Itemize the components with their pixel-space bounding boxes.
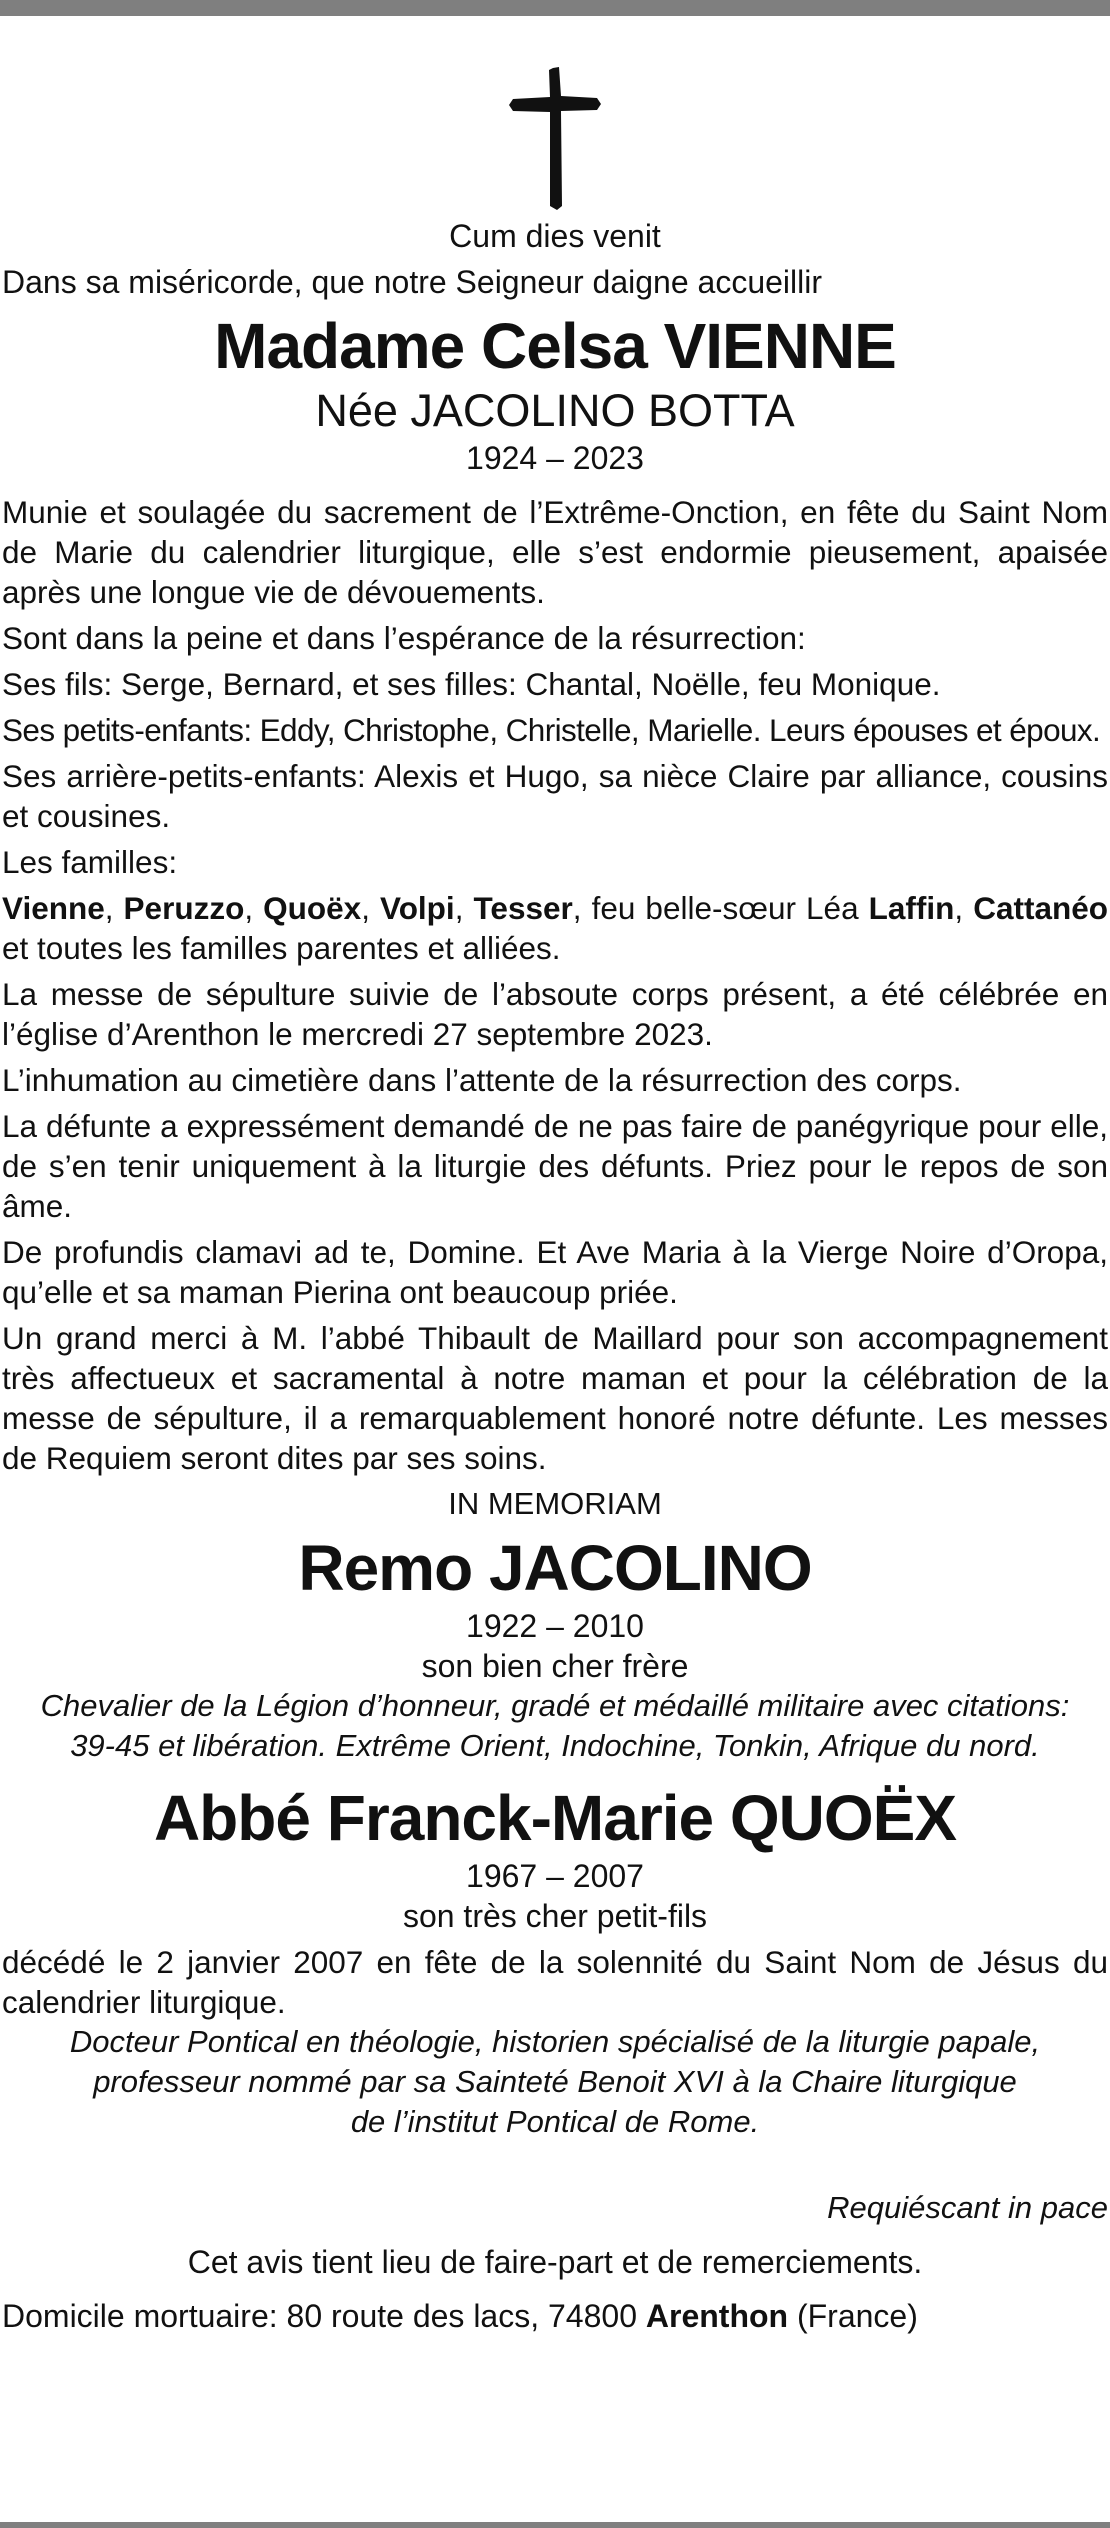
paragraph-burial: L’inhumation au cimetière dans l’attente de la résurrection des corps. bbox=[2, 1062, 962, 1098]
memoriam-note-2a: Docteur Pontical en théologie, historien spécialisé de la liturgie papale, bbox=[69, 2024, 1041, 2059]
family-name: Tesser bbox=[473, 890, 573, 926]
memoriam-note-2c: de l’institut Pontical de Rome. bbox=[350, 2104, 760, 2139]
memoriam-note-1a: Chevalier de la Légion d’honneur, gradé et médaillé militaire avec citations: bbox=[40, 1688, 1070, 1723]
paragraph-prayer: De profundis clamavi ad te, Domine. Et Ave Maria à la Vierge Noire d’Oropa, qu’elle et sa maman Pierina ont beaucoup priée. bbox=[2, 1234, 1108, 1310]
cross-area bbox=[0, 16, 1110, 216]
memoriam-relation-1: son bien cher frère bbox=[421, 1648, 689, 1684]
paragraph-funeral-mass: La messe de sépulture suivie de l’absoute corps présent, a été célébrée en l’église d’Arenthon le mercredi 27 septembre 2023. bbox=[2, 976, 1108, 1052]
memoriam-heading: IN MEMORIAM bbox=[448, 1486, 662, 1521]
paragraph-families-label: Les familles: bbox=[2, 844, 178, 880]
address-line: Domicile mortuaire: 80 route des lacs, 74800 Arenthon (France) bbox=[2, 2298, 918, 2334]
memoriam-note-1b: 39-45 et libération. Extrême Orient, Indochine, Tonkin, Afrique du nord. bbox=[70, 1728, 1040, 1763]
paragraph-families: Vienne, Peruzzo, Quoëx, Volpi, Tesser, feu belle-sœur Léa Laffin, Cattanéo et toutes les familles parentes et alliées. bbox=[2, 890, 1108, 966]
maiden-name: Née JACOLINO BOTTA bbox=[315, 385, 795, 436]
memoriam-note-2b: professeur nommé par sa Sainteté Benoit XVI à la Chaire liturgique bbox=[93, 2064, 1017, 2099]
family-name: Vienne bbox=[2, 890, 105, 926]
memoriam-years-1: 1922 – 2010 bbox=[466, 1608, 644, 1644]
requiescant: Requiéscant in pace bbox=[827, 2190, 1108, 2225]
obituary-notice bbox=[0, 16, 1110, 2336]
family-name: Quoëx bbox=[263, 890, 362, 926]
memoriam-years-2: 1967 – 2007 bbox=[466, 1858, 644, 1894]
paragraph-grandchildren: Ses petits-enfants: Eddy, Christophe, Christelle, Marielle. Leurs épouses et époux. bbox=[2, 712, 1101, 748]
paragraph-great-grandchildren: Ses arrière-petits-enfants: Alexis et Hugo, sa nièce Claire par alliance, cousins et cousines. bbox=[2, 758, 1108, 834]
memoriam-relation-2: son très cher petit-fils bbox=[402, 1898, 708, 1934]
paragraph-request: La défunte a expressément demandé de ne pas faire de panégyrique pour elle, de s’en tenir uniquement à la liturgie des défunts. Priez pour le repos de son âme. bbox=[2, 1108, 1108, 1224]
address-town: Arenthon bbox=[645, 2298, 789, 2334]
intro-line: Dans sa miséricorde, que notre Seigneur daigne accueillir bbox=[2, 264, 822, 300]
family-name: Cattanéo bbox=[973, 890, 1108, 926]
family-name: Peruzzo bbox=[123, 890, 245, 926]
family-name: Laffin bbox=[868, 890, 955, 926]
deceased-years: 1924 – 2023 bbox=[466, 440, 644, 476]
deceased-name: Madame Celsa VIENNE bbox=[214, 310, 896, 382]
notice-line: Cet avis tient lieu de faire-part et de remerciements. bbox=[187, 2244, 923, 2280]
memoriam-death-2: décédé le 2 janvier 2007 en fête de la solennité du Saint Nom de Jésus du calendrier liturgique. bbox=[2, 1944, 1108, 2020]
family-name: Volpi bbox=[380, 890, 455, 926]
top-border bbox=[0, 0, 1110, 16]
paragraph-sons: Ses fils: Serge, Bernard, et ses filles: Chantal, Noëlle, feu Monique. bbox=[2, 666, 941, 702]
paragraph-thanks: Un grand merci à M. l’abbé Thibault de Maillard pour son accompagnement très affectueux et sacramental à notre maman et pour la célébration de la messe de sépulture, il a remarquablement honoré notre défunte. Les messes de Requiem seront dites par ses soins. bbox=[2, 1320, 1108, 1476]
memoriam-name-1: Remo JACOLINO bbox=[298, 1532, 812, 1604]
paragraph-sacrament: Munie et soulagée du sacrement de l’Extrême-Onction, en fête du Saint Nom de Marie du calendrier liturgique, elle s’est endormie pieusement, apaisée après une longue vie de dévouements. bbox=[2, 494, 1108, 610]
paragraph-mourners: Sont dans la peine et dans l’espérance de la résurrection: bbox=[2, 620, 806, 656]
cross-icon bbox=[505, 66, 605, 211]
motto: Cum dies venit bbox=[449, 218, 661, 254]
memoriam-name-2: Abbé Franck-Marie QUOËX bbox=[153, 1782, 957, 1854]
bottom-border bbox=[0, 2522, 1110, 2528]
